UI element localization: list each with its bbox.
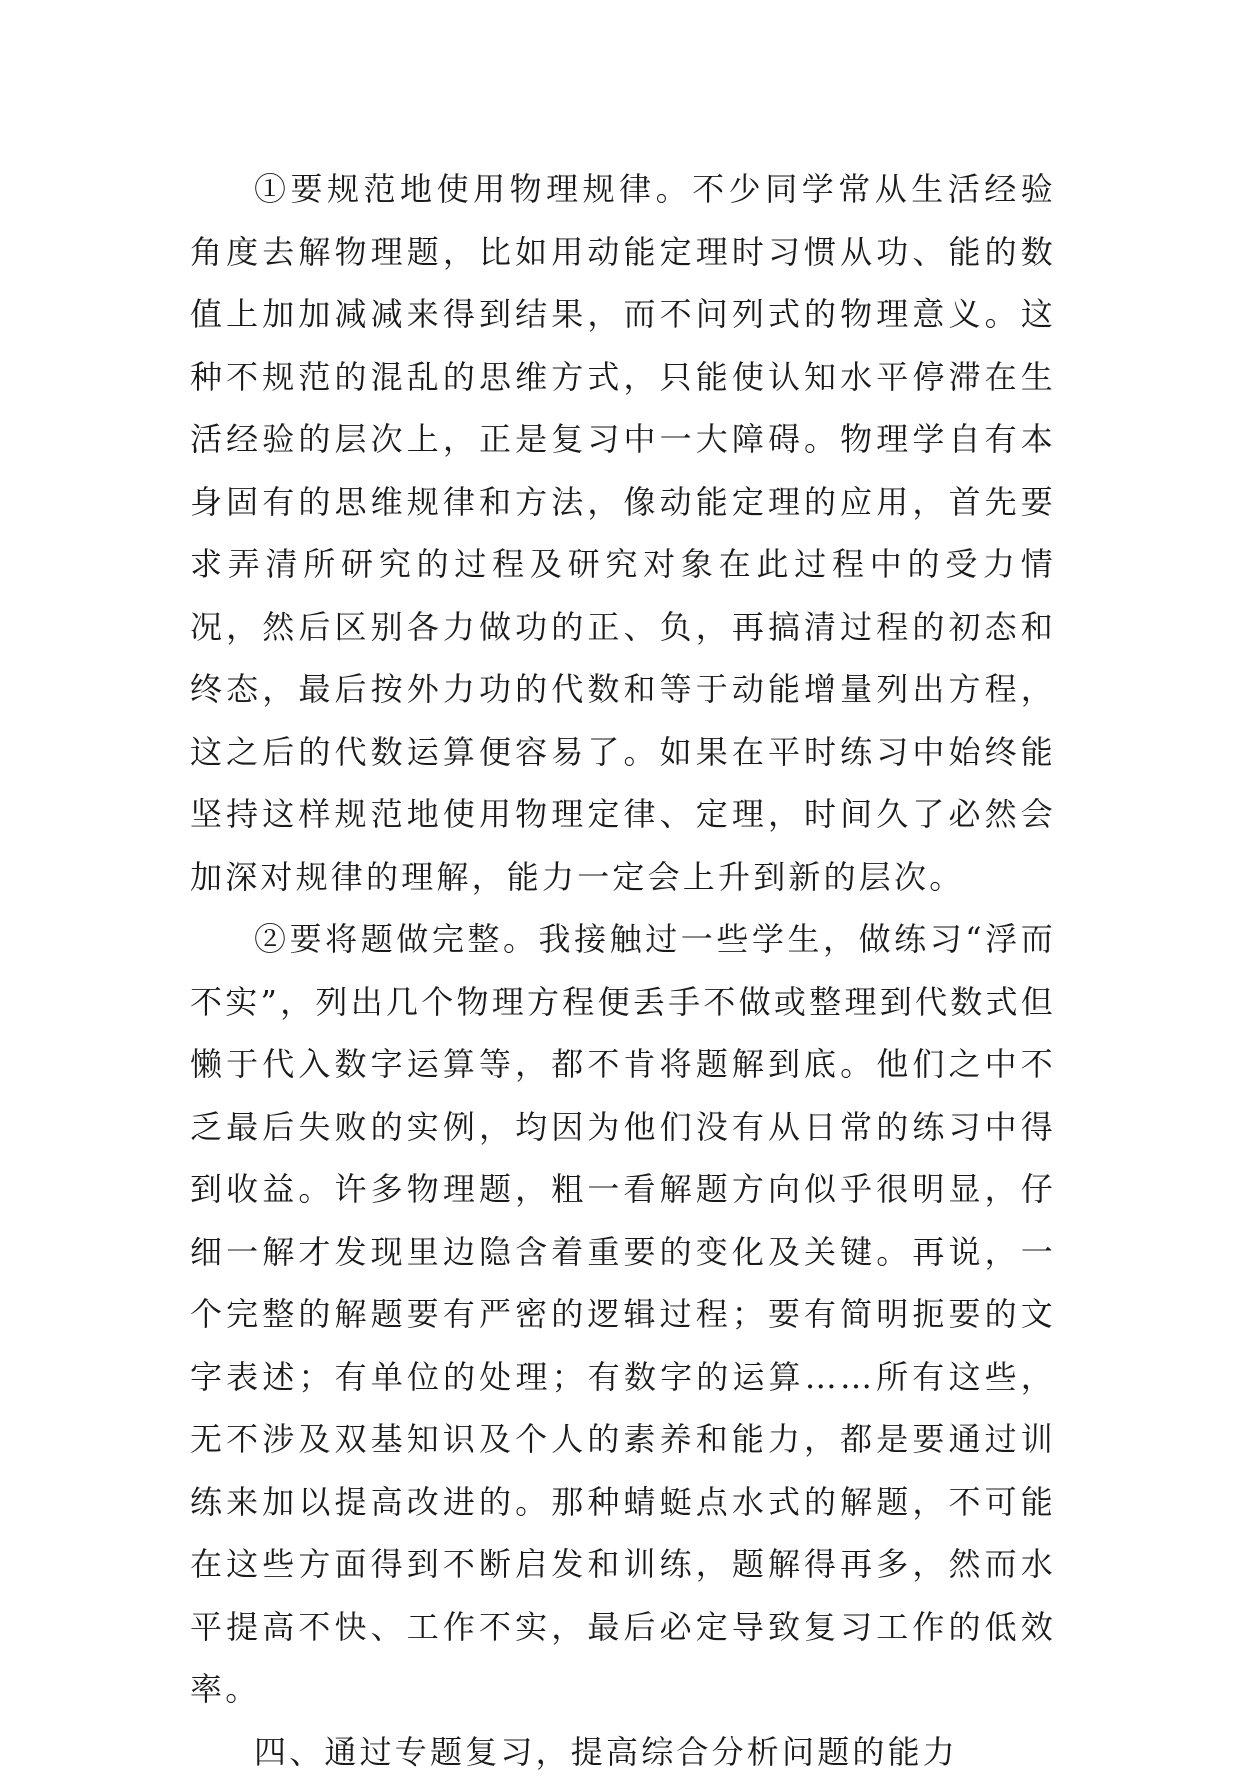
section-heading: 四、通过专题复习，提高综合分析问题的能力 xyxy=(190,1721,1056,1783)
paragraph-standard-usage: ①要规范地使用物理规律。不少同学常从生活经验角度去解物理题，比如用动能定理时习惯从功、能的数值上加加减减来得到结果，而不问列式的物理意义。这种不规范的混乱的思维方式，只能使认知水平停滞在生活经验的层次上，正是复习中一大障碍。物理学自有本身固有的思维规律和方法，像动能定理的应用，首先要求弄清所研究的过程及研究对象在此过程中的受力情况，然后区别各力做功的正、负，再搞清过程的初态和终态，最后按外力功的代数和等于动能增量列出方程，这之后的代数运算便容易了。如果在平时练习中始终能坚持这样规范地使用物理定律、定理，时间久了必然会加深对规律的理解，能力一定会上升到新的层次。 xyxy=(190,158,1056,908)
paragraph-complete-solutions: ②要将题做完整。我接触过一些学生，做练习“浮而不实”，列出几个物理方程便丢手不做或整理到代数式但懒于代入数字运算等，都不肯将题解到底。他们之中不乏最后失败的实例，均因为他们没有从日常的练习中得到收益。许多物理题，粗一看解题方向似乎很明显，仔细一解才发现里边隐含着重要的变化及关键。再说，一个完整的解题要有严密的逻辑过程；要有简明扼要的文字表述；有单位的处理；有数字的运算……所有这些，无不涉及双基知识及个人的素养和能力，都是要通过训练来加以提高改进的。那种蜻蜓点水式的解题，不可能在这些方面得到不断启发和训练，题解得再多，然而水平提高不快、工作不实，最后必定导致复习工作的低效率。 xyxy=(190,908,1056,1721)
document-body xyxy=(190,158,1056,1783)
